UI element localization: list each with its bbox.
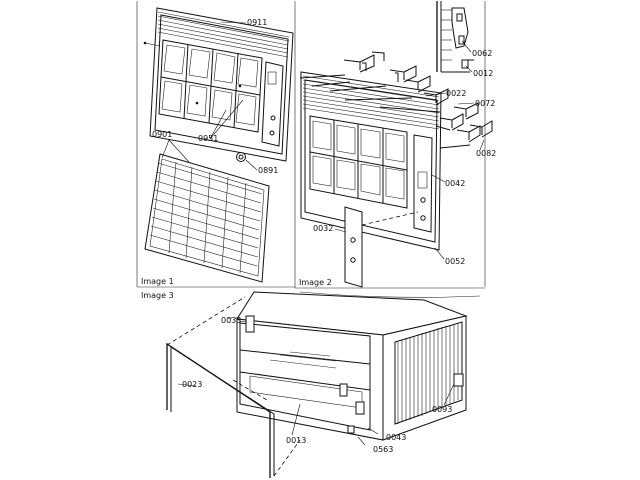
part-label-0032: 0032	[313, 224, 334, 233]
image-2-housing-front	[299, 1, 496, 287]
part-label-0072: 0072	[475, 99, 496, 108]
part-label-0033: 0033	[221, 316, 242, 325]
part-label-0891: 0891	[258, 166, 279, 175]
image-3-caption: Image 3	[141, 291, 174, 300]
part-label-0062: 0062	[472, 49, 493, 58]
part-label-0901: 0901	[152, 130, 173, 139]
part-label-0093: 0093	[432, 405, 453, 414]
image-2-caption: Image 2	[299, 278, 332, 287]
part-label-0042: 0042	[445, 179, 466, 188]
bracket-detail	[437, 1, 474, 72]
part-label-0563: 0563	[373, 445, 394, 454]
part-label-0082: 0082	[476, 149, 497, 158]
part-label-0052: 0052	[445, 257, 466, 266]
part-label-0012: 0012	[473, 69, 494, 78]
part-label-0023: 0023	[182, 380, 203, 389]
part-label-0911: 0911	[247, 18, 268, 27]
image-3-cabinet	[141, 291, 466, 478]
image-1-caption: Image 1	[141, 277, 174, 286]
part-label-0043: 0043	[386, 433, 407, 442]
part-label-0951: 0951	[198, 134, 219, 143]
part-label-0013: 0013	[286, 436, 307, 445]
image-1-front-panel	[141, 8, 293, 286]
part-label-0022: 0022	[446, 89, 467, 98]
